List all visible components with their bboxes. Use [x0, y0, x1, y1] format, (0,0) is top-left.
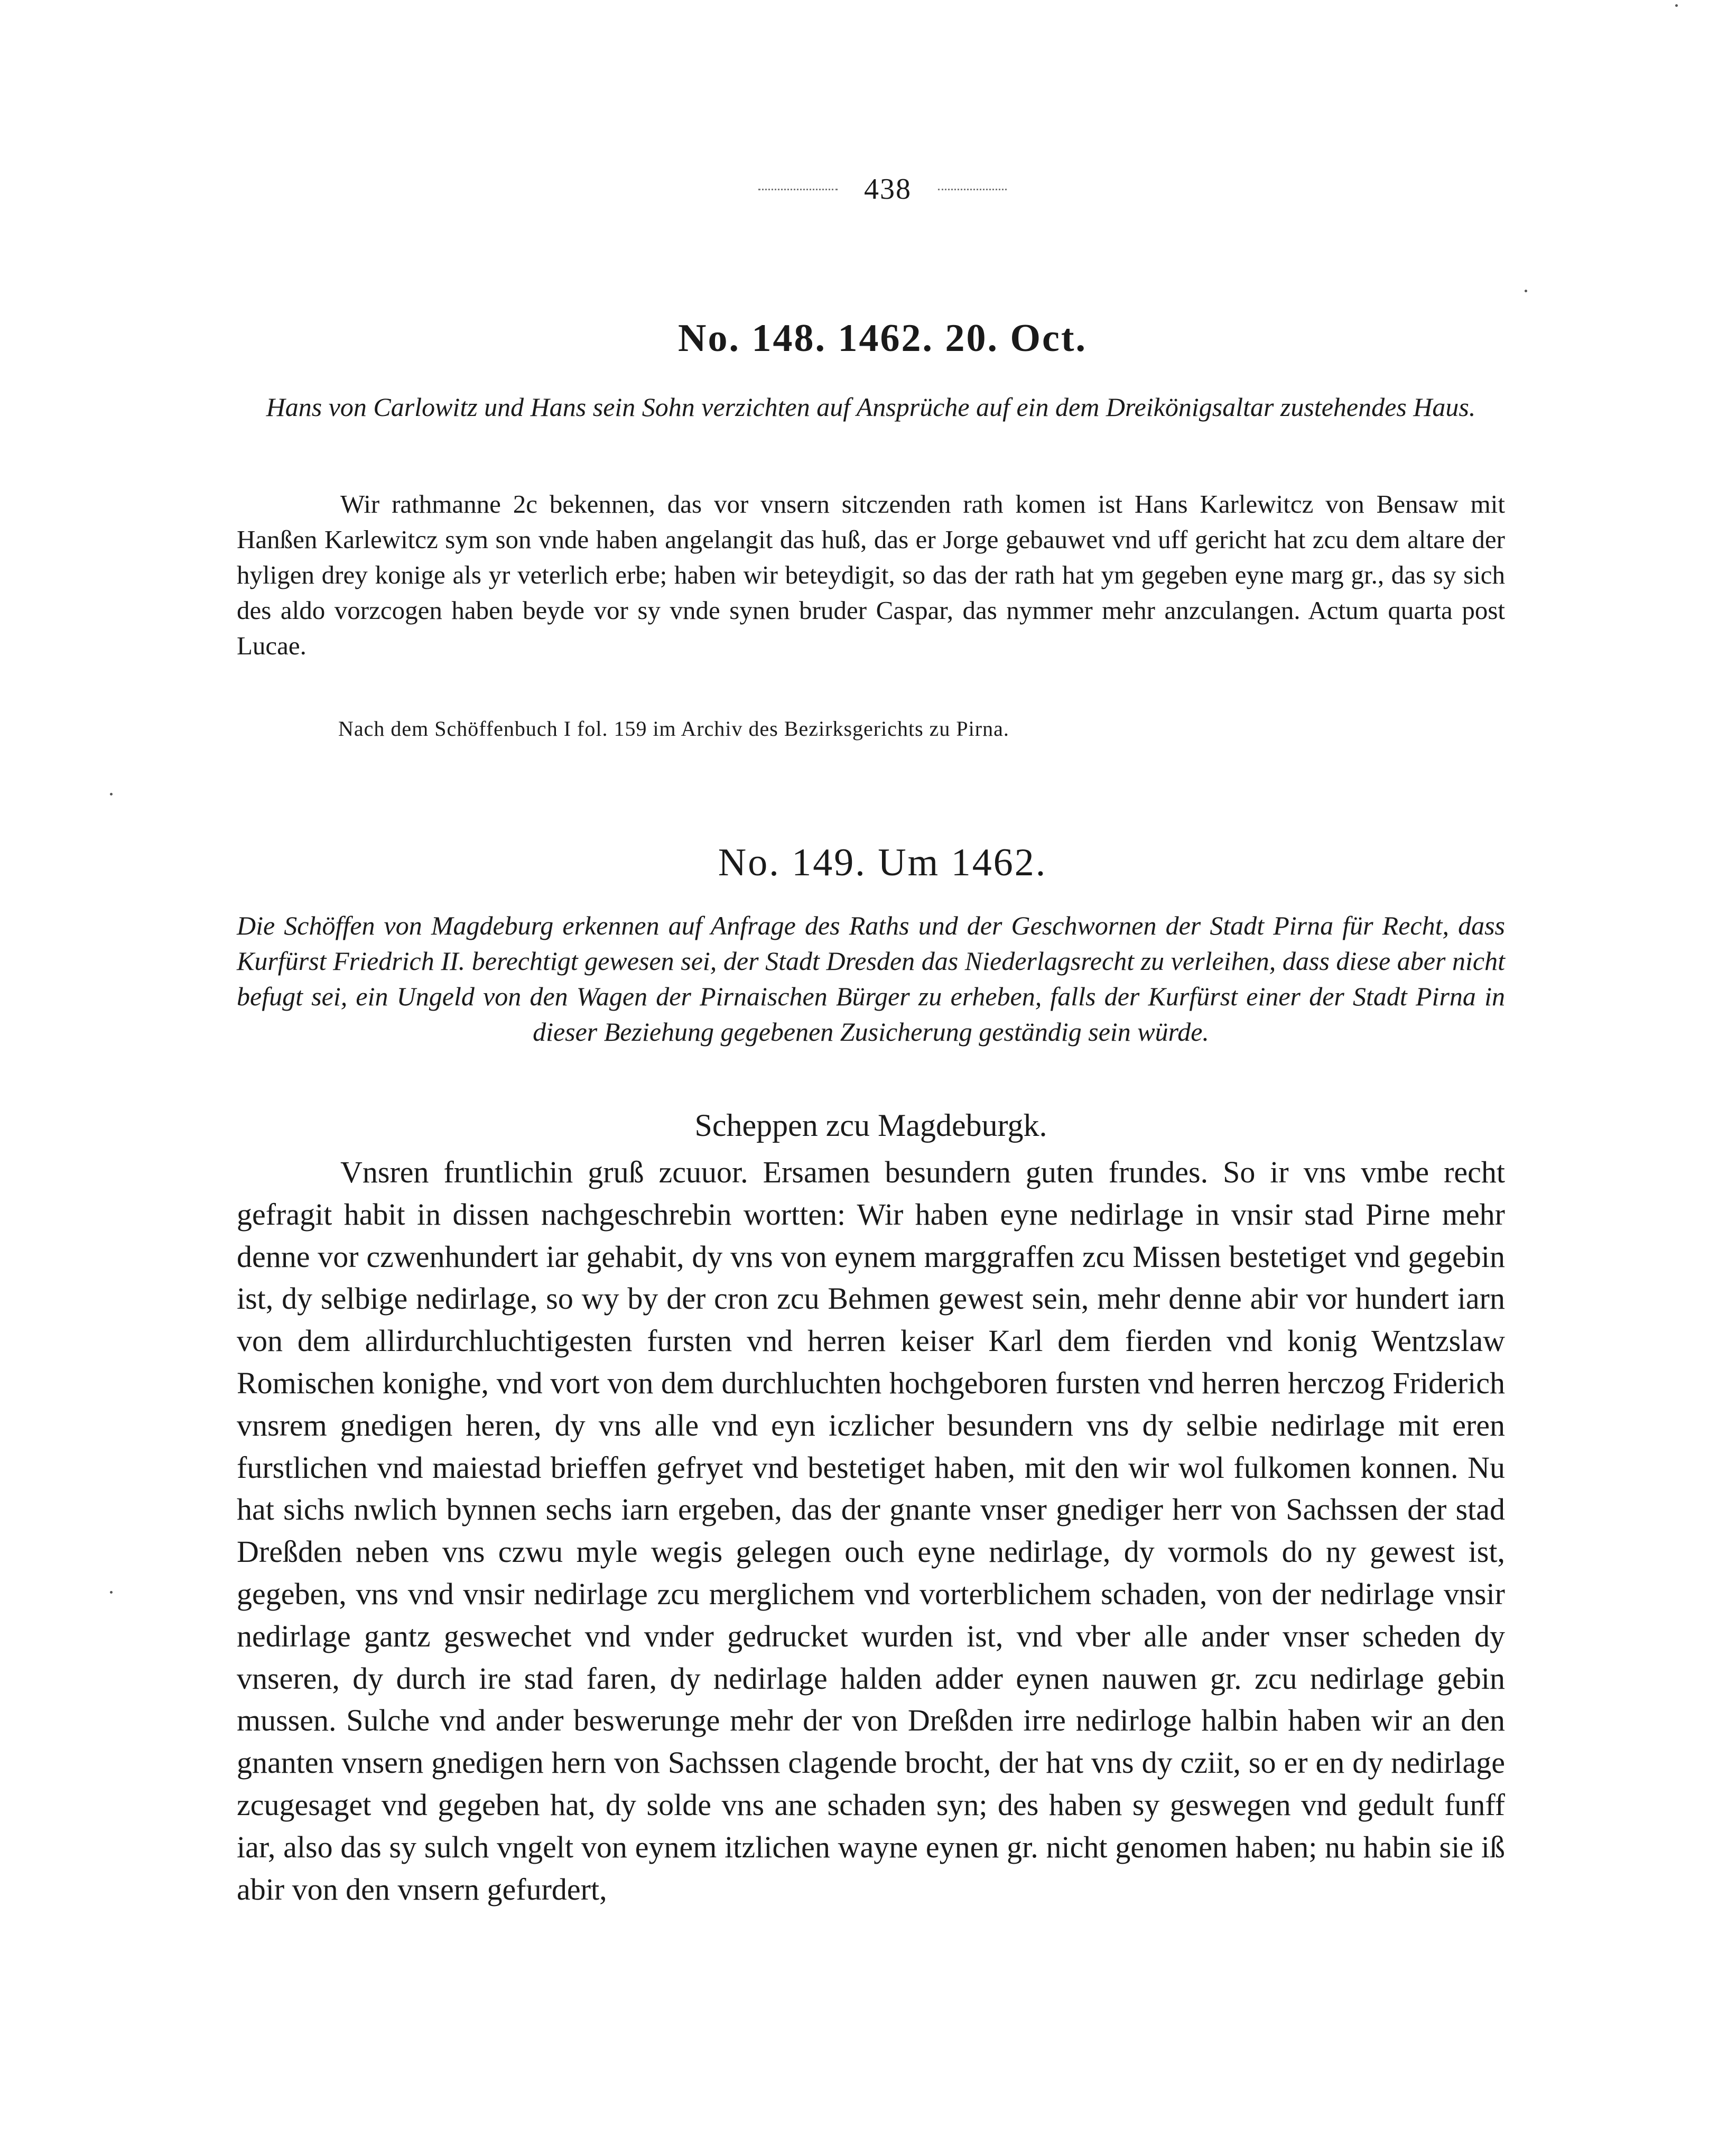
entry-149-regest: Die Schöffen von Magdeburg erkennen auf Anfrage des Raths und der Geschwornen der Stadt Pirna für Recht, dass Kurfürst Friedrich II. berechtigt gewesen sei, der Stadt Dresden das Niederlagsrecht zu verleihen, dass diese aber nicht befugt sei, ein Ungeld von den Wagen der Pirnaischen Bürger zu erheben, falls der Kurfürst einer der Stadt Pirna in dieser Beziehung gegebenen Zusicherung geständig sein würde. — [237, 911, 1505, 1047]
scan-speck — [1675, 4, 1678, 7]
scan-speck — [110, 1591, 113, 1594]
page-number: 438 — [864, 173, 912, 206]
page-header — [735, 168, 1030, 210]
entry-149-body: Vnsren fruntlichin gruß zcuuor. Ersamen besundern guten frundes. So ir vns vmbe recht gefragit habit in dissen nachgeschrebin wortten: Wir haben eyne nedirlage in vnsir stad Pirne mehr denne vor czwenhundert iar gehabit, dy vns von eynem marggraffen zcu Missen bestetiget vnd gegebin ist, dy selbige nedirlage, so wy by der cron zcu Behmen gewest sein, mehr denne abir vor hundert iarn von dem allirdurchluchtigesten fursten vnd herren keiser Karl dem fierden vnd konig Wentzslaw Romischen konighe, vnd vort von dem durchluchten hochgeboren fursten vnd herren herczog Friderich vnsrem gnedigen heren, dy vns alle vnd eyn iczlicher besundern vns dy selbie nedirlage mit eren furstlichen vnd maiestad brieffen gefryet vnd bestetiget haben, mit den wir wol fulkomen konnen. Nu hat sichs nwlich bynnen sechs iarn ergeben, das der gnante vnser gnediger herr von Sachssen der stad Dreßden neben vns czwu myle wegis gelegen ouch eyne nedirlage, dy vormols do ny gewest ist, gegeben, vns vnd vnsir nedirlage zcu merglichem vnd vorterblichem schaden, von der nedirlage vnsir nedirlage gantz geswechet vnd vnder gedrucket wurden ist, vnd vber alle ander vnser scheden dy vnseren, dy durch ire stad faren, dy nedirlage halden adder eynen nauwen gr. zcu nedirlage gebin mussen. Sulche vnd ander beswerunge mehr der von Dreßden irre nedirloge halbin haben wir an den gnanten vnsern gnedigen hern von Sachssen clagende brocht, der hat vns dy cziit, so er en dy nedirlage zcugesaget vnd gegeben hat, dy solde vns ane schaden syn; des haben sy geswegen vnd gedult funff iar, also das sy sulch vngelt von eynem itzlichen wayne eynen gr. nicht genomen haben; nu habin sie iß abir von den vnsern gefurdert, — [237, 1155, 1505, 1907]
entry-148-title: No. 148. 1462. 20. Oct. — [678, 317, 1087, 360]
entry-148-source-note: Nach dem Schöffenbuch I fol. 159 im Archiv des Bezirksgerichts zu Pirna. — [338, 717, 1009, 741]
header-rule-right — [938, 189, 1007, 190]
header-rule-left — [758, 189, 838, 190]
entry-149-salutation: Scheppen zcu Magdeburgk. — [694, 1108, 1047, 1143]
scan-speck — [110, 793, 113, 795]
entry-148-regest: Hans von Carlowitz und Hans sein Sohn verzichten auf Ansprüche auf ein dem Dreikönigsaltar zustehendes Haus. — [266, 392, 1476, 422]
scan-speck — [1525, 290, 1527, 292]
entry-149-title: No. 149. Um 1462. — [718, 841, 1047, 884]
entry-148-body: Wir rathmanne 2c bekennen, das vor vnsern sitczenden rath komen ist Hans Karlewitcz von Bensaw mit Hanßen Karlewitcz sym son vnde haben angelangit das huß, das er Jorge gebauwet vnd uff gericht hat zcu dem altare der hyligen drey konige als yr veterlich erbe; haben wir beteydigit, so das der rath hat ym gegeben eyne marg gr., das sy sich des aldo vorzcogen haben beyde vor sy vnde synen bruder Caspar, das nymmer mehr anzculangen. Actum quarta post Lucae. — [237, 489, 1505, 660]
